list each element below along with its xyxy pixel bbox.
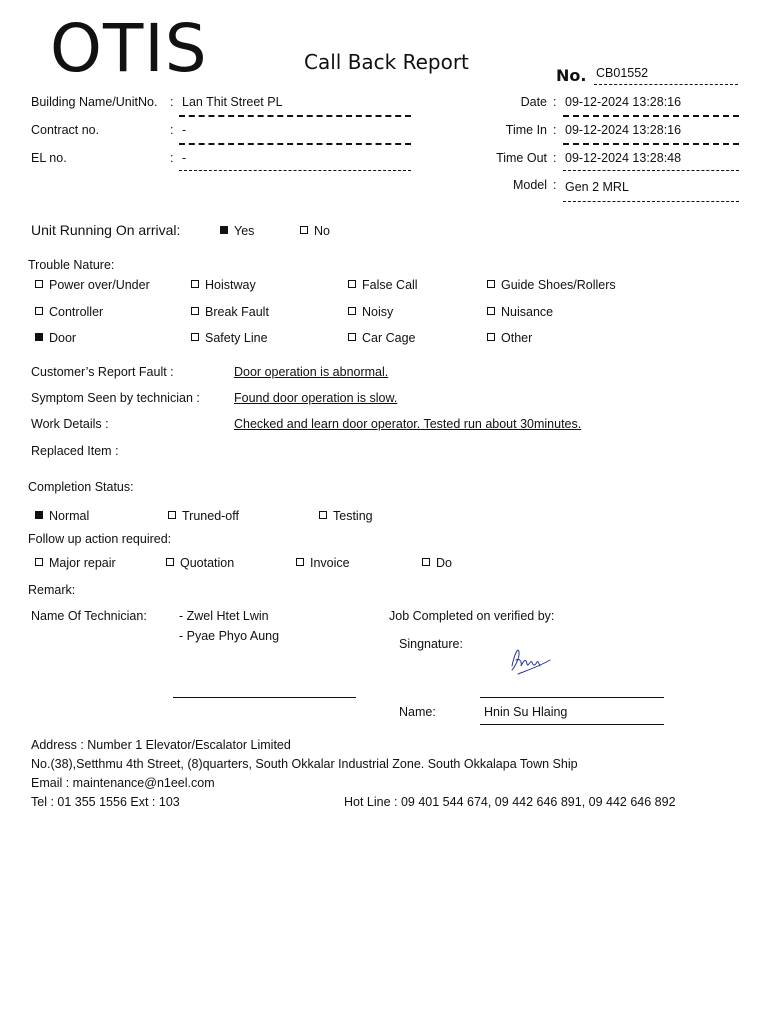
completion-normal-label: Normal bbox=[49, 509, 90, 523]
followup-invoice-label: Invoice bbox=[310, 556, 350, 570]
signature-label: Singnature: bbox=[399, 637, 463, 651]
el-underline bbox=[179, 170, 411, 171]
verifier-name-value: Hnin Su Hlaing bbox=[484, 705, 568, 719]
unit-running-yes-option[interactable] bbox=[220, 224, 254, 238]
trouble-guide-shoes-checkbox[interactable] bbox=[487, 280, 495, 288]
model-label: Model bbox=[512, 178, 547, 192]
date-label: Date bbox=[520, 95, 547, 109]
time-out-colon: : bbox=[553, 151, 557, 165]
trouble-option-power[interactable] bbox=[35, 278, 150, 292]
trouble-false-call-checkbox[interactable] bbox=[348, 280, 356, 288]
unit-running-yes-label: Yes bbox=[234, 224, 255, 238]
trouble-option-guide-shoes[interactable] bbox=[487, 278, 616, 292]
trouble-option-controller[interactable] bbox=[35, 305, 103, 319]
trouble-option-hoistway[interactable] bbox=[191, 278, 256, 292]
el-label: EL no. bbox=[31, 151, 67, 165]
report-no-underline bbox=[594, 84, 738, 85]
work-details-value: Checked and learn door operator. Tested run about 30minutes. bbox=[234, 417, 582, 431]
footer-tel: Tel : 01 355 1556 Ext : 103 bbox=[31, 795, 180, 809]
unit-running-label: Unit Running On arrival: bbox=[31, 222, 181, 238]
followup-major-repair-option[interactable] bbox=[35, 556, 116, 570]
trouble-option-nuisance[interactable] bbox=[487, 305, 553, 319]
contract-colon: : bbox=[170, 123, 174, 137]
date-underline bbox=[563, 115, 739, 117]
followup-invoice-checkbox[interactable] bbox=[296, 558, 304, 566]
time-out-value: 09-12-2024 13:28:48 bbox=[565, 151, 682, 165]
followup-major-repair-label: Major repair bbox=[49, 556, 116, 570]
date-colon: : bbox=[553, 95, 557, 109]
trouble-option-safety-line[interactable] bbox=[191, 331, 268, 345]
symptom-label: Symptom Seen by technician : bbox=[31, 391, 200, 405]
trouble-nuisance-checkbox[interactable] bbox=[487, 307, 495, 315]
trouble-car-cage-checkbox[interactable] bbox=[348, 333, 356, 341]
time-out-underline bbox=[563, 170, 739, 171]
trouble-other-checkbox[interactable] bbox=[487, 333, 495, 341]
trouble-nuisance-label: Nuisance bbox=[501, 305, 554, 319]
time-in-label: Time In bbox=[505, 123, 547, 137]
technician-label: Name Of Technician: bbox=[31, 609, 147, 623]
model-underline bbox=[563, 201, 739, 202]
el-colon: : bbox=[170, 151, 174, 165]
completion-normal-option[interactable] bbox=[35, 509, 89, 523]
technician-name-2: - Pyae Phyo Aung bbox=[179, 629, 280, 643]
date-value: 09-12-2024 13:28:16 bbox=[565, 95, 682, 109]
followup-do-label: Do bbox=[436, 556, 452, 570]
time-in-underline bbox=[563, 143, 739, 145]
trouble-safety-line-checkbox[interactable] bbox=[191, 333, 199, 341]
footer-email: Email : maintenance@n1eel.com bbox=[31, 776, 215, 790]
trouble-option-break-fault[interactable] bbox=[191, 305, 269, 319]
remark-label: Remark: bbox=[28, 583, 76, 597]
completion-testing-checkbox[interactable] bbox=[319, 511, 327, 519]
trouble-door-checkbox[interactable] bbox=[35, 333, 43, 341]
trouble-option-car-cage[interactable] bbox=[348, 331, 416, 345]
building-underline bbox=[179, 115, 411, 117]
building-colon: : bbox=[170, 95, 174, 109]
unit-running-no-checkbox[interactable] bbox=[300, 226, 308, 234]
footer-address: Address : Number 1 Elevator/Escalator Limited bbox=[31, 738, 291, 752]
trouble-door-label: Door bbox=[49, 331, 77, 345]
contract-value: - bbox=[182, 123, 187, 137]
trouble-option-false-call[interactable] bbox=[348, 278, 418, 292]
unit-running-yes-checkbox[interactable] bbox=[220, 226, 228, 234]
completion-turned-off-label: Truned-off bbox=[182, 509, 239, 523]
trouble-safety-line-label: Safety Line bbox=[205, 331, 268, 345]
completion-testing-option[interactable] bbox=[319, 509, 373, 523]
followup-quotation-label: Quotation bbox=[180, 556, 235, 570]
verification-label: Job Completed on verified by: bbox=[389, 609, 555, 623]
work-details-label: Work Details : bbox=[31, 417, 109, 431]
trouble-false-call-label: False Call bbox=[362, 278, 418, 292]
followup-quotation-option[interactable] bbox=[166, 556, 234, 570]
verifier-name-label: Name: bbox=[399, 705, 436, 719]
report-title: Call Back Report bbox=[304, 50, 469, 74]
completion-turned-off-option[interactable] bbox=[168, 509, 239, 523]
trouble-hoistway-checkbox[interactable] bbox=[191, 280, 199, 288]
footer-street: No.(38),Setthmu 4th Street, (8)quarters, South Okkalar Industrial Zone. South Okkalapa Town Ship bbox=[31, 757, 578, 771]
technician-name-1: - Zwel Htet Lwin bbox=[179, 609, 269, 623]
followup-do-option[interactable] bbox=[422, 556, 452, 570]
trouble-other-label: Other bbox=[501, 331, 533, 345]
trouble-controller-checkbox[interactable] bbox=[35, 307, 43, 315]
completion-testing-label: Testing bbox=[333, 509, 373, 523]
contract-underline bbox=[179, 143, 411, 145]
time-in-colon: : bbox=[553, 123, 557, 137]
trouble-break-fault-label: Break Fault bbox=[205, 305, 269, 319]
trouble-guide-shoes-label: Guide Shoes/Rollers bbox=[501, 278, 616, 292]
trouble-option-door[interactable] bbox=[35, 331, 76, 345]
technician-signature-line bbox=[173, 697, 356, 698]
building-label: Building Name/UnitNo. bbox=[31, 95, 158, 109]
trouble-option-noisy[interactable] bbox=[348, 305, 393, 319]
completion-status-label: Completion Status: bbox=[28, 480, 134, 494]
trouble-hoistway-label: Hoistway bbox=[205, 278, 256, 292]
followup-major-repair-checkbox[interactable] bbox=[35, 558, 43, 566]
followup-do-checkbox[interactable] bbox=[422, 558, 430, 566]
trouble-car-cage-label: Car Cage bbox=[362, 331, 416, 345]
completion-turned-off-checkbox[interactable] bbox=[168, 511, 176, 519]
trouble-power-label: Power over/Under bbox=[49, 278, 150, 292]
signature-line bbox=[480, 697, 664, 698]
unit-running-no-label: No bbox=[314, 224, 330, 238]
time-out-label: Time Out bbox=[496, 151, 547, 165]
trouble-controller-label: Controller bbox=[49, 305, 104, 319]
time-in-value: 09-12-2024 13:28:16 bbox=[565, 123, 682, 137]
replaced-item-label: Replaced Item : bbox=[31, 444, 119, 458]
symptom-value: Found door operation is slow. bbox=[234, 391, 398, 405]
building-value: Lan Thit Street PL bbox=[182, 95, 283, 109]
trouble-noisy-label: Noisy bbox=[362, 305, 394, 319]
customer-signature-image bbox=[506, 642, 556, 678]
el-value: - bbox=[182, 151, 187, 165]
report-no-label: No. bbox=[556, 66, 587, 85]
footer-hotline: Hot Line : 09 401 544 674, 09 442 646 891, 09 442 646 892 bbox=[344, 795, 676, 809]
customer-fault-value: Door operation is abnormal. bbox=[234, 365, 389, 379]
company-logo: OTIS bbox=[50, 10, 208, 87]
trouble-noisy-checkbox[interactable] bbox=[348, 307, 356, 315]
followup-invoice-option[interactable] bbox=[296, 556, 350, 570]
followup-label: Follow up action required: bbox=[28, 532, 172, 546]
customer-fault-label: Customer’s Report Fault : bbox=[31, 365, 174, 379]
model-value: Gen 2 MRL bbox=[565, 180, 629, 194]
unit-running-no-option[interactable] bbox=[300, 224, 330, 238]
completion-normal-checkbox[interactable] bbox=[35, 511, 43, 519]
model-colon: : bbox=[553, 178, 557, 192]
trouble-break-fault-checkbox[interactable] bbox=[191, 307, 199, 315]
contract-label: Contract no. bbox=[31, 123, 100, 137]
followup-quotation-checkbox[interactable] bbox=[166, 558, 174, 566]
trouble-power-checkbox[interactable] bbox=[35, 280, 43, 288]
report-no-value: CB01552 bbox=[596, 66, 649, 80]
trouble-option-other[interactable] bbox=[487, 331, 532, 345]
verifier-name-line bbox=[480, 724, 664, 725]
trouble-nature-label: Trouble Nature: bbox=[28, 258, 115, 272]
